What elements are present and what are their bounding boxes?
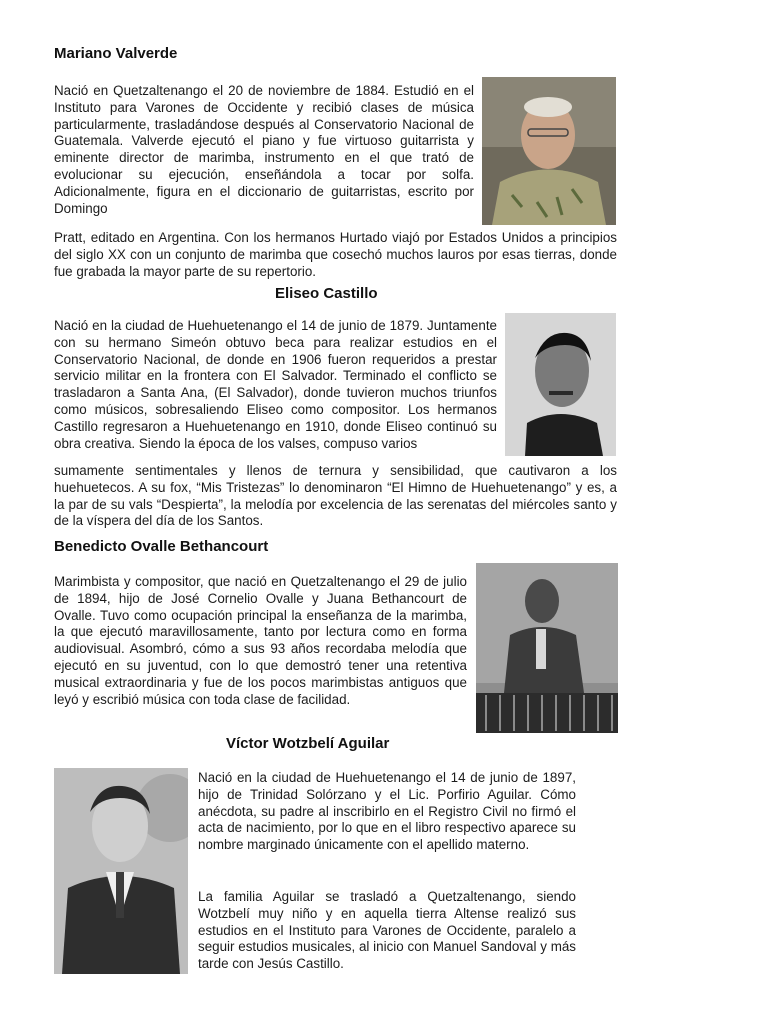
heading-benedicto-ovalle-bethancourt: Benedicto Ovalle Bethancourt xyxy=(54,538,269,555)
portrait-benedicto-ovalle xyxy=(476,563,618,733)
heading-mariano-valverde: Mariano Valverde xyxy=(54,45,178,62)
paragraph-mariano-valverde-top: Nació en Quetzaltenango el 20 de noviembre de 1884. Estudió en el Instituto para Varones de Occidente y recibió clases de música particularmente, trasladándose después al Conservatorio Nacional de Guatemala. Valverde ejecutó el piano y fue virtuoso guitarrista y eminente director de marimba, instrumento en el que trató de evolucionar su ejecución, enseñándola a tocar por solfa. Adicionalmente, figura en el diccionario de guitarristas, escrito por Domingo xyxy=(54,83,474,216)
paragraph-victor-aguilar-2: La familia Aguilar se trasladó a Quetzaltenango, siendo Wotzbelí muy niño y en aquella tierra Altense realizó sus estudios en el Instituto para Varones de Occidente, paralelo a seguir estudios musicales, al inicio con Manuel Sandoval y más tarde con Jesús Castillo. xyxy=(198,889,576,972)
heading-eliseo-castillo: Eliseo Castillo xyxy=(275,285,378,302)
portrait-mariano-valverde xyxy=(482,77,616,225)
heading-victor-wotzbeli-aguilar: Víctor Wotzbelí Aguilar xyxy=(226,735,390,752)
portrait-victor-wotzbeli-aguilar xyxy=(54,768,188,974)
paragraph-victor-aguilar-1: Nació en la ciudad de Huehuetenango el 14 de junio de 1897, hijo de Trinidad Solórzano y el Lic. Porfirio Aguilar. Cómo anécdota, su padre al inscribirlo en el Registro Civil no firmó el acta de nacimiento, por lo que en el libro respectivo aparece su nombre marginado únicamente con el apellido materno. xyxy=(198,770,576,853)
paragraph-benedicto-ovalle: Marimbista y compositor, que nació en Quetzaltenango el 29 de julio de 1894, hijo de José Cornelio Ovalle y Juana Bethancourt de Ovalle. Tuvo como ocupación principal la enseñanza de la marimba, la que ejecutó maravillosamente, tanto por lectura como en forma audiovisual. Asombró, cómo a sus 93 años recordaba melodía que ejecutó en su juventud, con lo que demostró tener una retentiva musical extraordinaria y fue de los pocos marimbistas antiguos que leyó y escribió música con toda clase de facilidad. xyxy=(54,574,467,707)
paragraph-eliseo-castillo-top: Nació en la ciudad de Huehuetenango el 14 de junio de 1879. Juntamente con su hermano Simeón obtuvo beca para realizar estudios en el Conservatorio Nacional, de donde en 1906 fueron requeridos a prestar servicio militar en la frontera con El Salvador. Terminado el conflicto se trasladaron a Santa Ana, (El Salvador), donde tuvieron muchos triunfos como músicos, sobresaliendo Eliseo como compositor. Los hermanos Castillo regresaron a Huehuetenango en 1910, donde Eliseo continuó su obra creativa. Siendo la época de los valses, compuso varios xyxy=(54,318,497,451)
portrait-eliseo-castillo xyxy=(505,313,616,456)
paragraph-mariano-valverde-bottom: Pratt, editado en Argentina. Con los hermanos Hurtado viajó por Estados Unidos a principios del siglo XX con un conjunto de marimba que cosechó muchos lauros por esas tierras, donde fue grabada la mayor parte de su repertorio. xyxy=(54,230,617,279)
paragraph-eliseo-castillo-bottom: sumamente sentimentales y llenos de ternura y sensibilidad, que cautivaron a los huehuetecos. A su fox, “Mis Tristezas” lo denominaron “El Himno de Huehuetenango” y es, a la par de su vals “Despierta”, la melodía por excelencia de las serenatas del miércoles santo y de la víspera del día de los Santos. xyxy=(54,463,617,529)
